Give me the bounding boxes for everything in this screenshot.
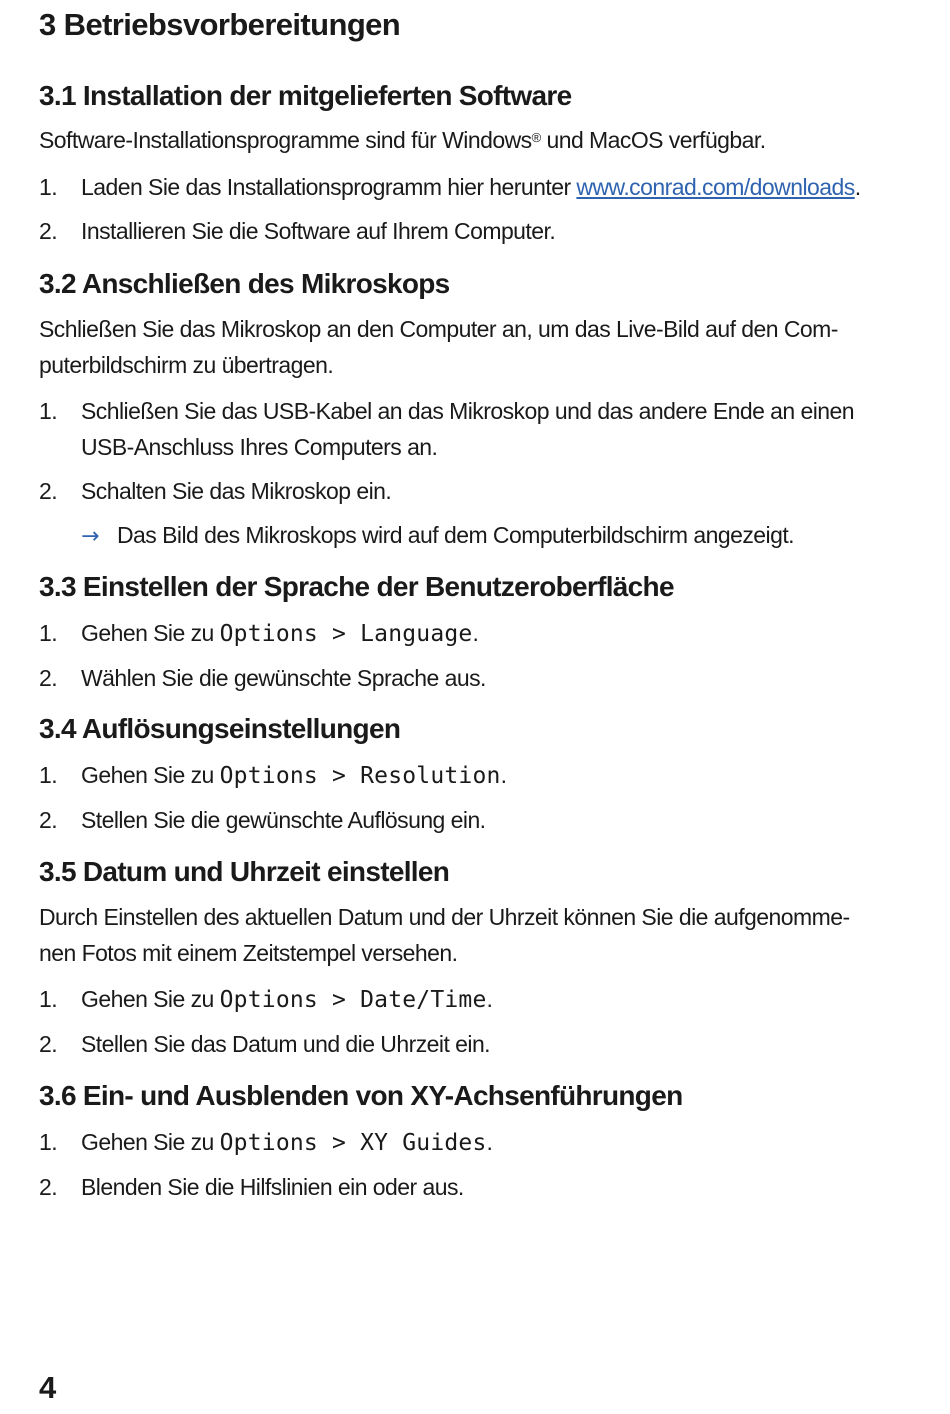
section-title-3-6: 3.6 Ein- und Ausblenden von XY-Achsenführungen <box>39 1080 683 1111</box>
menu-path: Options > XY Guides <box>219 1130 487 1156</box>
section-3-1-intro: Software-Installationsprogramme sind für Windows® und MacOS verfügbar. <box>39 127 766 153</box>
section-title-3-1: 3.1 Installation der mitgelieferten Software <box>39 80 572 111</box>
arrow-right-icon: → <box>81 524 99 549</box>
menu-path: Options > Language <box>219 621 473 647</box>
page-number: 4 <box>39 1370 57 1405</box>
downloads-link[interactable]: www.conrad.com/downloads <box>576 174 855 200</box>
section-title-3-5: 3.5 Datum und Uhrzeit einstellen <box>39 856 450 887</box>
registered-mark: ® <box>531 130 541 145</box>
section-title-3-4: 3.4 Auflösungseinstellungen <box>39 713 401 744</box>
chapter-title: 3 Betriebsvorbereitungen <box>39 7 401 42</box>
section-3-5-intro: Durch Einstellen des aktuellen Datum und der Uhrzeit können Sie die aufgenomme- nen Fotos mit einem Zeitstempel versehen. <box>39 904 850 966</box>
menu-path: Options > Date/Time <box>219 987 487 1013</box>
section-title-3-3: 3.3 Einstellen der Sprache der Benutzeroberfläche <box>39 571 674 602</box>
section-3-2-intro: Schließen Sie das Mikroskop an den Computer an, um das Live-Bild auf den Com- puterbildschirm zu übertragen. <box>39 316 838 378</box>
menu-path: Options > Resolution <box>219 763 501 789</box>
result-line: → Das Bild des Mikroskops wird auf dem Computerbildschirm angezeigt. <box>81 517 794 555</box>
section-title-3-2: 3.2 Anschließen des Mikroskops <box>39 268 450 299</box>
